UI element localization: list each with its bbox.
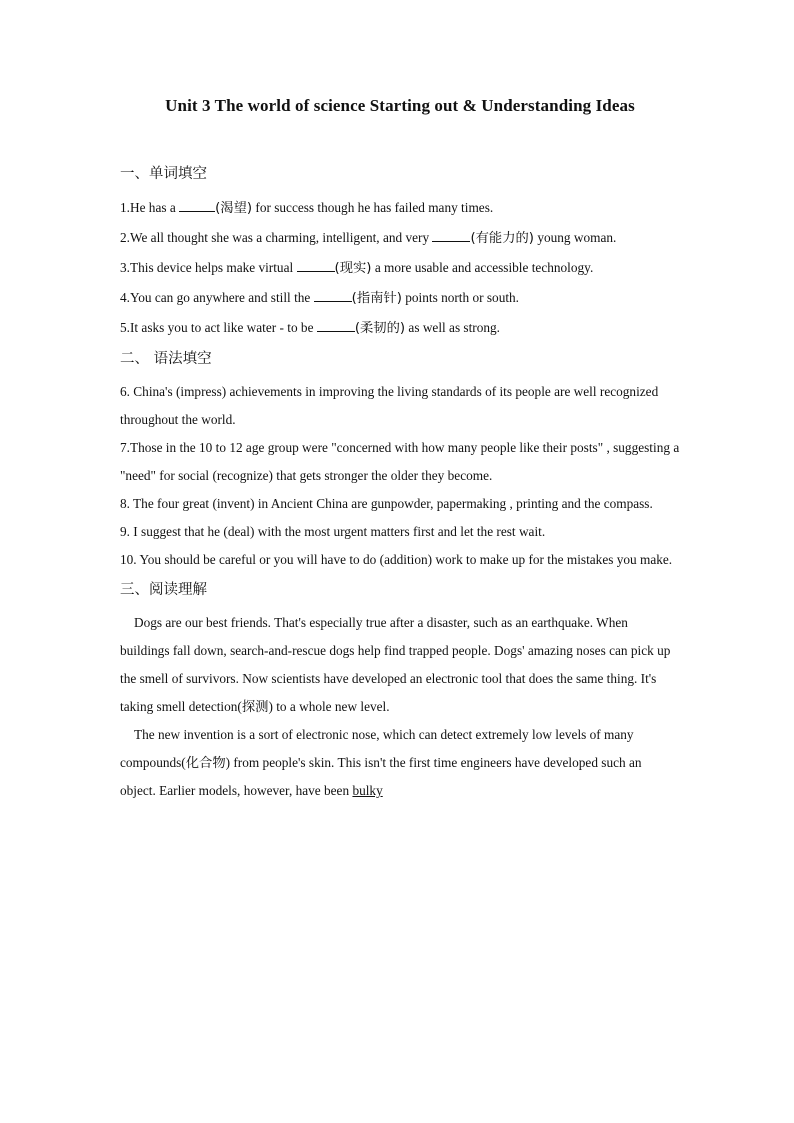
reading-passage [120,609,680,805]
passage-paragraph-1: Dogs are our best friends. That's especially true after a disaster, such as an earthquake. When buildings fall down, search-and-rescue dogs help find trapped people. Dogs' amazing noses can pick up the smell of survivors. Now scientists have developed an electronic tool that does the same thing. It's taking smell detection(探测) to a whole new level. [120,615,671,714]
vocabulary-list [120,193,680,343]
hint: (addition) [379,552,433,567]
section-heading-vocabulary: 一、单词填空 [120,166,207,182]
question-text: work to make up for the mistakes you make. [432,552,673,567]
question-text: for success though he has failed many times. [252,200,494,215]
paragraph-text: The new invention is a sort of electronic nose, which can detect extremely low levels of many compounds(化合物) from people's skin. This isn't the first time engineers have developed such an object. Earlier models, however, have been [120,727,642,798]
hint: (现实) [334,261,372,276]
hint: (impress) [175,384,227,399]
page-title: Unit 3 The world of science Starting out & Understanding Ideas [165,96,635,115]
question-text: that gets stronger the older they become. [272,468,493,483]
question-4 [120,283,680,313]
section-heading-reading: 三、阅读理解 [120,582,207,598]
question-9 [120,518,680,546]
answer-blank[interactable] [314,301,352,302]
hint: (invent) [212,496,255,511]
question-text: as well as strong. [405,320,501,335]
question-text: 10. You should be careful or you will have to do [120,552,380,567]
answer-blank[interactable] [317,331,355,332]
question-text: with the most urgent matters first and let the rest wait. [254,524,546,539]
question-5 [120,313,680,343]
hint: (有能力的) [470,231,535,246]
question-8 [120,490,680,518]
question-text: 8. The four great [120,496,213,511]
question-text: 9. I suggest that he [120,524,224,539]
question-text: 7.Those in the 10 to 12 age group were "concerned with how many people like their posts" , suggesting a "need" for social [120,440,680,483]
hint: (渴望) [215,201,253,216]
question-text: 2.We all thought she was a charming, intelligent, and very [120,230,433,245]
answer-blank[interactable] [297,271,335,272]
question-text: 4.You can go anywhere and still the [120,290,314,305]
question-text: 1.He has a [120,200,180,215]
answer-blank[interactable] [179,211,215,212]
section-heading-grammar: 二、 语法填空 [120,351,212,367]
answer-blank[interactable] [432,241,470,242]
question-1 [120,193,680,223]
question-text: points north or south. [401,290,520,305]
question-text: 3.This device helps make virtual [120,260,297,275]
question-text: a more usable and accessible technology. [371,260,594,275]
hint: (指南针) [351,291,402,306]
question-2 [120,223,680,253]
question-text: in Ancient China are gunpowder, papermaking , printing and the compass. [254,496,653,511]
question-10 [120,546,680,574]
question-text: young woman. [534,230,617,245]
question-text: achievements in improving the living standards of its people are well recognized throughout the world. [120,384,659,427]
question-7 [120,434,680,490]
grammar-list [120,378,680,574]
question-text: 5.It asks you to act like water - to be [120,320,317,335]
hint: (deal) [223,524,255,539]
document-page [120,96,680,805]
hint: (柔韧的) [354,321,406,336]
hint: (recognize) [212,468,273,483]
question-3 [120,253,680,283]
underlined-word: bulky [352,783,383,798]
question-6 [120,378,680,434]
passage-paragraph-2 [120,721,680,805]
question-text: 6. China's [120,384,176,399]
